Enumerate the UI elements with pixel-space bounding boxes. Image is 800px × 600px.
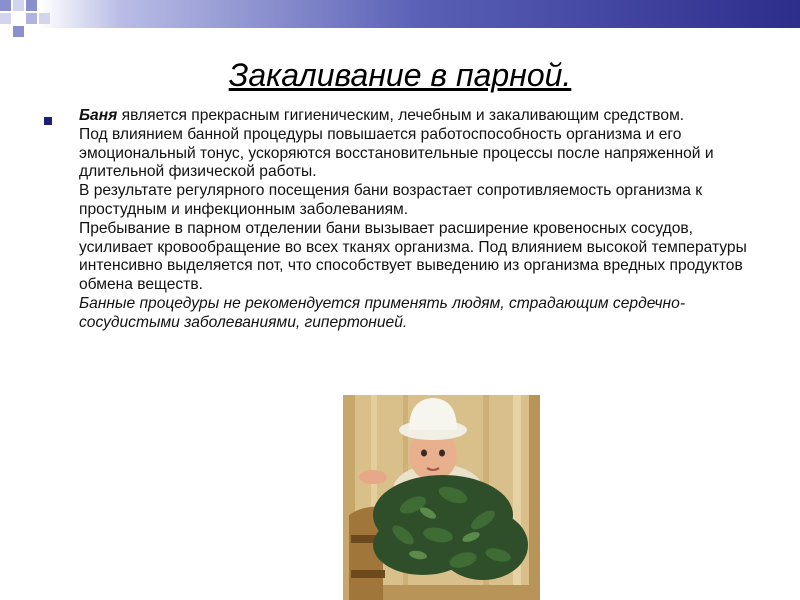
decor-square-6 [13, 26, 24, 37]
paragraph-4: Пребывание в парном отделении бани вызывает расширение кровеносных сосудов, усиливает кровообращение во всех тканях организма. Под влиянием высокой температуры интенсивно выделяется пот, что способствует выведению из организма вредных продуктов обмена веществ. [79, 219, 747, 294]
decor-square-2 [13, 0, 24, 11]
decor-square-1 [0, 0, 11, 11]
bullet-lead: Баня [79, 107, 118, 124]
decor-square-7 [39, 13, 50, 24]
paragraph-1-text: является прекрасным гигиеническим, лечебным и закаливающим средством. [117, 107, 685, 124]
decor-square-4 [0, 13, 11, 24]
paragraph-2: Под влиянием банной процедуры повышается работоспособность организма и его эмоциональный тонус, ускоряются восстановительные процессы после напряженной и длительной физической работы. [79, 125, 714, 181]
child-with-bath-broom-photo [343, 395, 540, 600]
decor-square-3 [26, 0, 37, 11]
square-bullet-icon [44, 117, 52, 125]
slide-body [79, 107, 769, 333]
paragraph-5: Банные процедуры не рекомендуется применять людям, страдающим сердечно-сосудистыми заболеваниями, гипертонией. [79, 294, 686, 331]
header-gradient-bar [0, 0, 800, 28]
decor-square-5 [26, 13, 37, 24]
paragraph-3: В результате регулярного посещения бани возрастает сопротивляемость организма к простудным и инфекционным заболеваниям. [79, 182, 703, 218]
slide-title: Закаливание в парной. [228, 57, 572, 93]
paragraph-1 [79, 107, 769, 126]
